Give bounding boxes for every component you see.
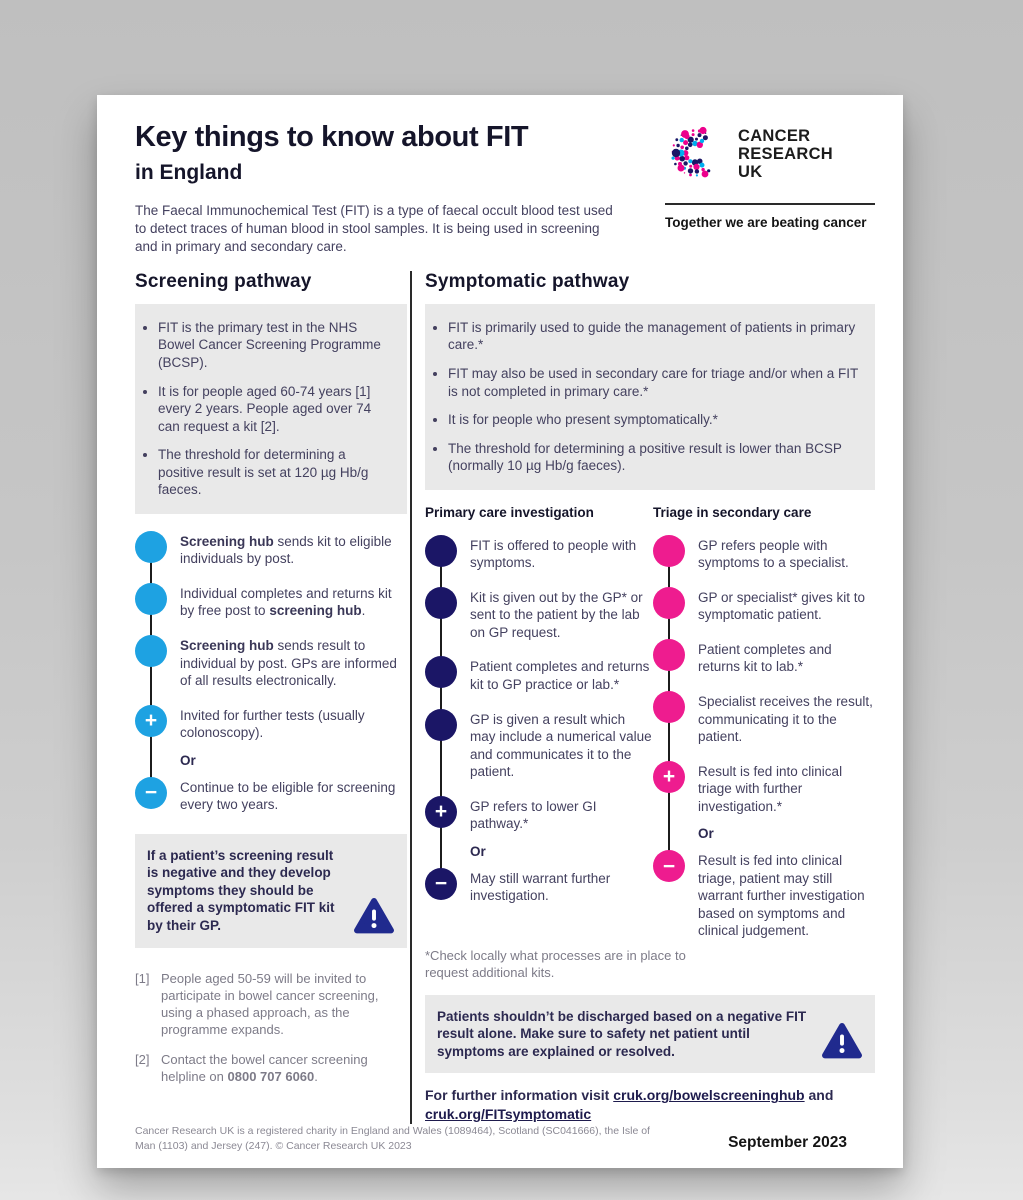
logo-line: RESEARCH bbox=[738, 144, 833, 163]
step-text bbox=[470, 535, 653, 572]
pathway-step bbox=[653, 691, 875, 746]
step-text bbox=[698, 850, 875, 940]
text-segment: Patient completes and returns kit to lab.* bbox=[698, 641, 832, 675]
footnote bbox=[135, 1051, 407, 1086]
pathway-step bbox=[653, 850, 875, 940]
triage-heading: Triage in secondary care bbox=[653, 504, 812, 520]
primary-care-subcolumn bbox=[425, 505, 653, 940]
step-text bbox=[180, 705, 407, 742]
cruk-logo bbox=[665, 121, 875, 185]
footer bbox=[135, 1124, 875, 1155]
text-segment: GP is given a result which may include a numerical value and communicates it to the patient. bbox=[470, 711, 652, 780]
screening-heading: Screening pathway bbox=[135, 270, 312, 292]
step-dot-icon bbox=[135, 583, 167, 615]
footnote-marker: [1] bbox=[135, 970, 150, 986]
step-minus-icon: − bbox=[653, 850, 685, 882]
step-dot-icon bbox=[653, 639, 685, 671]
text-segment: . bbox=[361, 603, 366, 619]
footnotes bbox=[135, 970, 407, 1086]
text-segment: Result is fed into clinical triage, patient may still warrant further investigation based on symptoms and clinical judgement. bbox=[698, 853, 865, 939]
step-text bbox=[470, 709, 653, 781]
pathway-step bbox=[653, 761, 875, 816]
text-segment: Result is fed into clinical triage with further investigation.* bbox=[698, 763, 843, 814]
logo-line: UK bbox=[738, 162, 763, 181]
footnote-marker: [2] bbox=[135, 1051, 150, 1067]
text-segment: Continue to be eligible for screening every two years. bbox=[180, 779, 396, 813]
step-plus-icon: + bbox=[135, 705, 167, 737]
text-segment: People aged 50-59 will be invited to participate in bowel cancer screening, using a phased approach, as the programme expands. bbox=[161, 970, 379, 1038]
step-text bbox=[180, 531, 407, 568]
step-dot-icon bbox=[425, 587, 457, 619]
symptomatic-info-box bbox=[425, 304, 875, 490]
step-dot-icon bbox=[425, 656, 457, 688]
text-segment: Invited for further tests (usually colonoscopy). bbox=[180, 707, 365, 741]
pathway-step bbox=[135, 583, 407, 620]
primary-care-timeline bbox=[425, 535, 653, 905]
logo-divider bbox=[665, 203, 875, 205]
symptomatic-bullet-list bbox=[433, 319, 863, 475]
step-text bbox=[180, 583, 407, 620]
page-title: Key things to know about FIT bbox=[135, 121, 529, 153]
pathway-step bbox=[425, 656, 653, 693]
screening-bullet-list bbox=[143, 319, 395, 499]
step-text bbox=[470, 587, 653, 642]
pathway-step bbox=[653, 639, 875, 676]
cruk-tagline: Together we are beating cancer bbox=[665, 215, 867, 230]
bullet-item: • The threshold for determining a positive result is lower than BCSP (normally 10 µg Hb/g faeces). bbox=[448, 440, 863, 475]
screening-warning-text: If a patient’s screening result is negative and they develop symptoms they should be offered a symptomatic FIT kit by their GP. bbox=[147, 847, 335, 933]
pathway-step bbox=[653, 587, 875, 624]
text-segment: Patient completes and returns kit to GP practice or lab.* bbox=[470, 659, 650, 692]
text-segment: sends result to individual by post. GPs are informed of all results electronically. bbox=[180, 637, 397, 689]
screening-info-box bbox=[135, 304, 407, 514]
symptomatic-column bbox=[412, 271, 875, 1124]
pathway-step bbox=[425, 587, 653, 642]
pathway-step bbox=[135, 531, 407, 568]
text-segment: Screening hub bbox=[180, 637, 274, 653]
text-segment: GP or specialist* gives kit to symptomatic patient. bbox=[698, 589, 866, 623]
bullet-item: • FIT is primarily used to guide the management of patients in primary care.* bbox=[448, 319, 863, 354]
publication-date: September 2023 bbox=[728, 1133, 847, 1151]
or-label: Or bbox=[180, 752, 196, 768]
step-dot-icon bbox=[653, 587, 685, 619]
bullet-item: • The threshold for determining a positive result is set at 120 µg Hb/g faeces. bbox=[158, 446, 395, 499]
footnote-text bbox=[161, 1051, 407, 1086]
step-text bbox=[698, 535, 875, 572]
text-segment: . bbox=[314, 1068, 318, 1084]
symptomatic-heading: Symptomatic pathway bbox=[425, 270, 630, 292]
step-text bbox=[698, 761, 875, 816]
pathway-step bbox=[425, 868, 653, 905]
text-segment: May still warrant further investigation. bbox=[470, 870, 611, 904]
or-label: Or bbox=[698, 826, 714, 842]
step-dot-icon bbox=[135, 635, 167, 667]
pathway-step bbox=[135, 635, 407, 690]
screening-column bbox=[135, 271, 407, 1124]
text-segment: and bbox=[804, 1087, 834, 1104]
discharge-warning-text: Patients shouldn’t be discharged based on a negative FIT result alone. Make sure to safety net patient until symptoms are explained or resolved. bbox=[437, 1008, 807, 1059]
text-segment: Screening hub bbox=[180, 533, 274, 549]
footnote-text bbox=[161, 970, 407, 1039]
step-text bbox=[470, 796, 653, 833]
page-subtitle: in England bbox=[135, 161, 243, 184]
step-dot-icon bbox=[135, 531, 167, 563]
cruk-logo-icon bbox=[665, 121, 729, 185]
further-info bbox=[425, 1086, 865, 1124]
text-segment: For further information visit bbox=[425, 1087, 614, 1104]
or-label: Or bbox=[470, 843, 486, 859]
pathway-step bbox=[425, 709, 653, 781]
pathway-step bbox=[425, 796, 653, 833]
text-segment: Individual completes and returns kit by free post to bbox=[180, 585, 392, 619]
step-text bbox=[698, 587, 875, 624]
discharge-warning-box bbox=[425, 995, 875, 1074]
footnote bbox=[135, 970, 407, 1039]
pathway-step bbox=[135, 705, 407, 742]
screening-timeline bbox=[135, 531, 407, 814]
step-text bbox=[180, 777, 407, 814]
step-minus-icon: − bbox=[135, 777, 167, 809]
text-segment: GP refers to lower GI pathway.* bbox=[470, 798, 597, 832]
text-segment: Contact the bowel cancer screening helpline on bbox=[161, 1051, 368, 1084]
document-page bbox=[97, 95, 903, 1168]
warning-icon bbox=[353, 897, 395, 935]
step-plus-icon: + bbox=[653, 761, 685, 793]
bullet-item: • It is for people aged 60-74 years [1] every 2 years. People aged over 74 can request a kit [2]. bbox=[158, 383, 395, 436]
text-segment: Specialist receives the result, communicating it to the patient. bbox=[698, 693, 873, 745]
link-bowelscreeninghub[interactable]: cruk.org/bowelscreeninghub bbox=[613, 1087, 805, 1104]
warning-icon bbox=[821, 1022, 863, 1060]
step-dot-icon bbox=[653, 535, 685, 567]
asterisk-footnote: *Check locally what processes are in place to request additional kits. bbox=[425, 947, 686, 980]
cruk-logo-wordmark bbox=[738, 121, 833, 181]
step-text bbox=[698, 691, 875, 746]
text-segment: sends kit to eligible individuals by post. bbox=[180, 533, 392, 567]
text-segment: screening hub bbox=[269, 603, 362, 619]
step-dot-icon bbox=[425, 709, 457, 741]
step-plus-icon: + bbox=[425, 796, 457, 828]
step-dot-icon bbox=[653, 691, 685, 723]
triage-timeline bbox=[653, 535, 875, 940]
charity-registration-text: Cancer Research UK is a registered charity in England and Wales (1089464), Scotland (SC041666), the Isle of Man (1103) and Jersey (247). © Cancer Research UK 2023 bbox=[135, 1125, 650, 1152]
triage-subcolumn bbox=[653, 505, 875, 940]
step-text bbox=[698, 639, 875, 676]
content-columns bbox=[135, 271, 875, 1124]
step-dot-icon bbox=[425, 535, 457, 567]
screening-warning-box bbox=[135, 834, 407, 948]
pathway-step bbox=[653, 535, 875, 572]
primary-care-heading: Primary care investigation bbox=[425, 504, 594, 520]
bullet-item: • FIT is the primary test in the NHS Bowel Cancer Screening Programme (BCSP). bbox=[158, 319, 395, 372]
step-text bbox=[470, 868, 653, 905]
step-text bbox=[470, 656, 653, 693]
step-text bbox=[180, 635, 407, 690]
text-segment: 0800 707 6060 bbox=[227, 1068, 315, 1084]
pathway-step bbox=[135, 777, 407, 814]
pathway-step bbox=[425, 535, 653, 572]
step-minus-icon: − bbox=[425, 868, 457, 900]
text-segment: FIT is offered to people with symptoms. bbox=[470, 537, 637, 571]
intro-text: The Faecal Immunochemical Test (FIT) is a type of faecal occult blood test used to detect traces of human blood in stool samples. It is being used in screening and in primary and secondary care. bbox=[135, 203, 613, 254]
link-fitsymptomatic[interactable]: cruk.org/FITsymptomatic bbox=[425, 1106, 592, 1123]
text-segment: Kit is given out by the GP* or sent to the patient by the lab on GP request. bbox=[470, 589, 643, 640]
bullet-item: • It is for people who present symptomatically.* bbox=[448, 411, 863, 429]
text-segment: GP refers people with symptoms to a specialist. bbox=[698, 537, 849, 571]
header bbox=[135, 121, 875, 256]
bullet-item: • FIT may also be used in secondary care for triage and/or when a FIT is not completed in primary care.* bbox=[448, 365, 863, 400]
logo-line: CANCER bbox=[738, 127, 811, 145]
